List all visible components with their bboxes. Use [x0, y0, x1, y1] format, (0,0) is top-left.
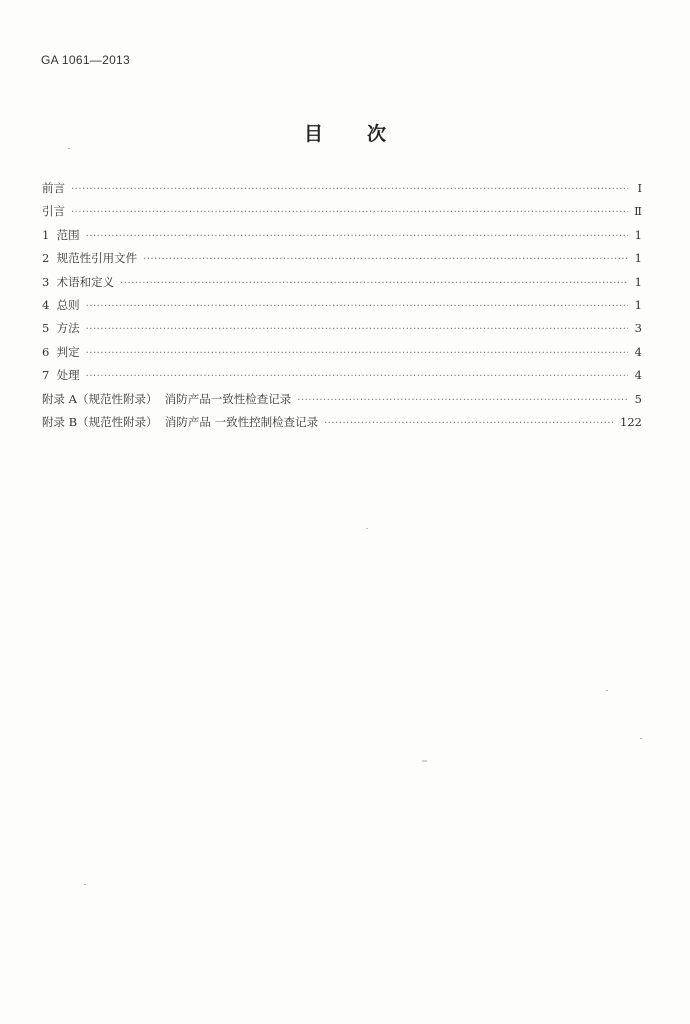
toc-entry-terms-definitions[interactable] [42, 274, 642, 297]
toc-page-number: 3 [634, 321, 642, 336]
toc-page-number: 1 [634, 297, 642, 312]
toc-label: 附录 B（规范性附录） 消防产品 一致性控制检查记录 [42, 414, 319, 429]
toc-entry-normative-references[interactable] [42, 250, 642, 273]
dot-leader [86, 348, 628, 359]
toc-page-number: 122 [620, 414, 642, 429]
toc-page-number: 4 [634, 344, 642, 359]
scan-speck [68, 148, 70, 149]
scan-speck [366, 528, 368, 529]
title-part-1: 目 [303, 123, 323, 145]
toc-entry-handling[interactable] [42, 367, 642, 390]
toc-label: 3 术语和定义 [42, 274, 115, 289]
toc-label: 5 方法 [42, 321, 80, 336]
scan-speck [422, 760, 427, 762]
toc-entry-introduction[interactable] [42, 203, 642, 226]
dot-leader [143, 254, 628, 265]
toc-entry-annex-a[interactable] [42, 391, 642, 414]
toc-label: 前言 [42, 181, 65, 195]
dot-leader [324, 418, 614, 429]
toc-entry-annex-b[interactable] [42, 414, 642, 437]
scan-speck [606, 690, 608, 691]
toc-label: 附录 A（规范性附录） 消防产品一致性检查记录 [42, 391, 292, 406]
dot-leader [86, 371, 628, 382]
toc-label: 2 规范性引用文件 [42, 251, 138, 266]
dot-leader [71, 184, 628, 195]
toc-page-number: 4 [634, 368, 642, 383]
toc-page-number: 1 [634, 274, 642, 289]
page-title [0, 119, 690, 146]
toc-page-number: 1 [634, 227, 642, 242]
dot-leader [86, 231, 628, 242]
standard-code: GA 1061—2013 [41, 53, 131, 67]
toc-entry-scope[interactable] [42, 227, 642, 250]
dot-leader [86, 324, 628, 335]
toc-label: 6 判定 [42, 344, 80, 359]
title-part-2: 次 [367, 123, 387, 145]
scan-speck [640, 738, 642, 739]
toc-entry-methods[interactable] [42, 320, 642, 343]
toc-entry-general[interactable] [42, 297, 642, 320]
toc-entry-foreword[interactable] [42, 180, 642, 203]
toc-page-number: Ⅱ [634, 204, 642, 219]
dot-leader [120, 278, 628, 289]
toc-label: 引言 [42, 204, 65, 219]
dot-leader [71, 207, 628, 218]
toc-entry-judgment[interactable] [42, 344, 642, 367]
scan-speck [84, 884, 86, 885]
toc-page-number: 5 [634, 391, 642, 406]
table-of-contents [42, 180, 642, 437]
toc-label: 1 范围 [42, 227, 80, 242]
toc-label: 7 处理 [42, 368, 80, 383]
toc-page-number: Ⅰ [637, 181, 642, 195]
toc-label: 4 总则 [42, 297, 80, 312]
toc-page-number: 1 [634, 251, 642, 266]
dot-leader [297, 395, 628, 406]
dot-leader [86, 301, 628, 312]
